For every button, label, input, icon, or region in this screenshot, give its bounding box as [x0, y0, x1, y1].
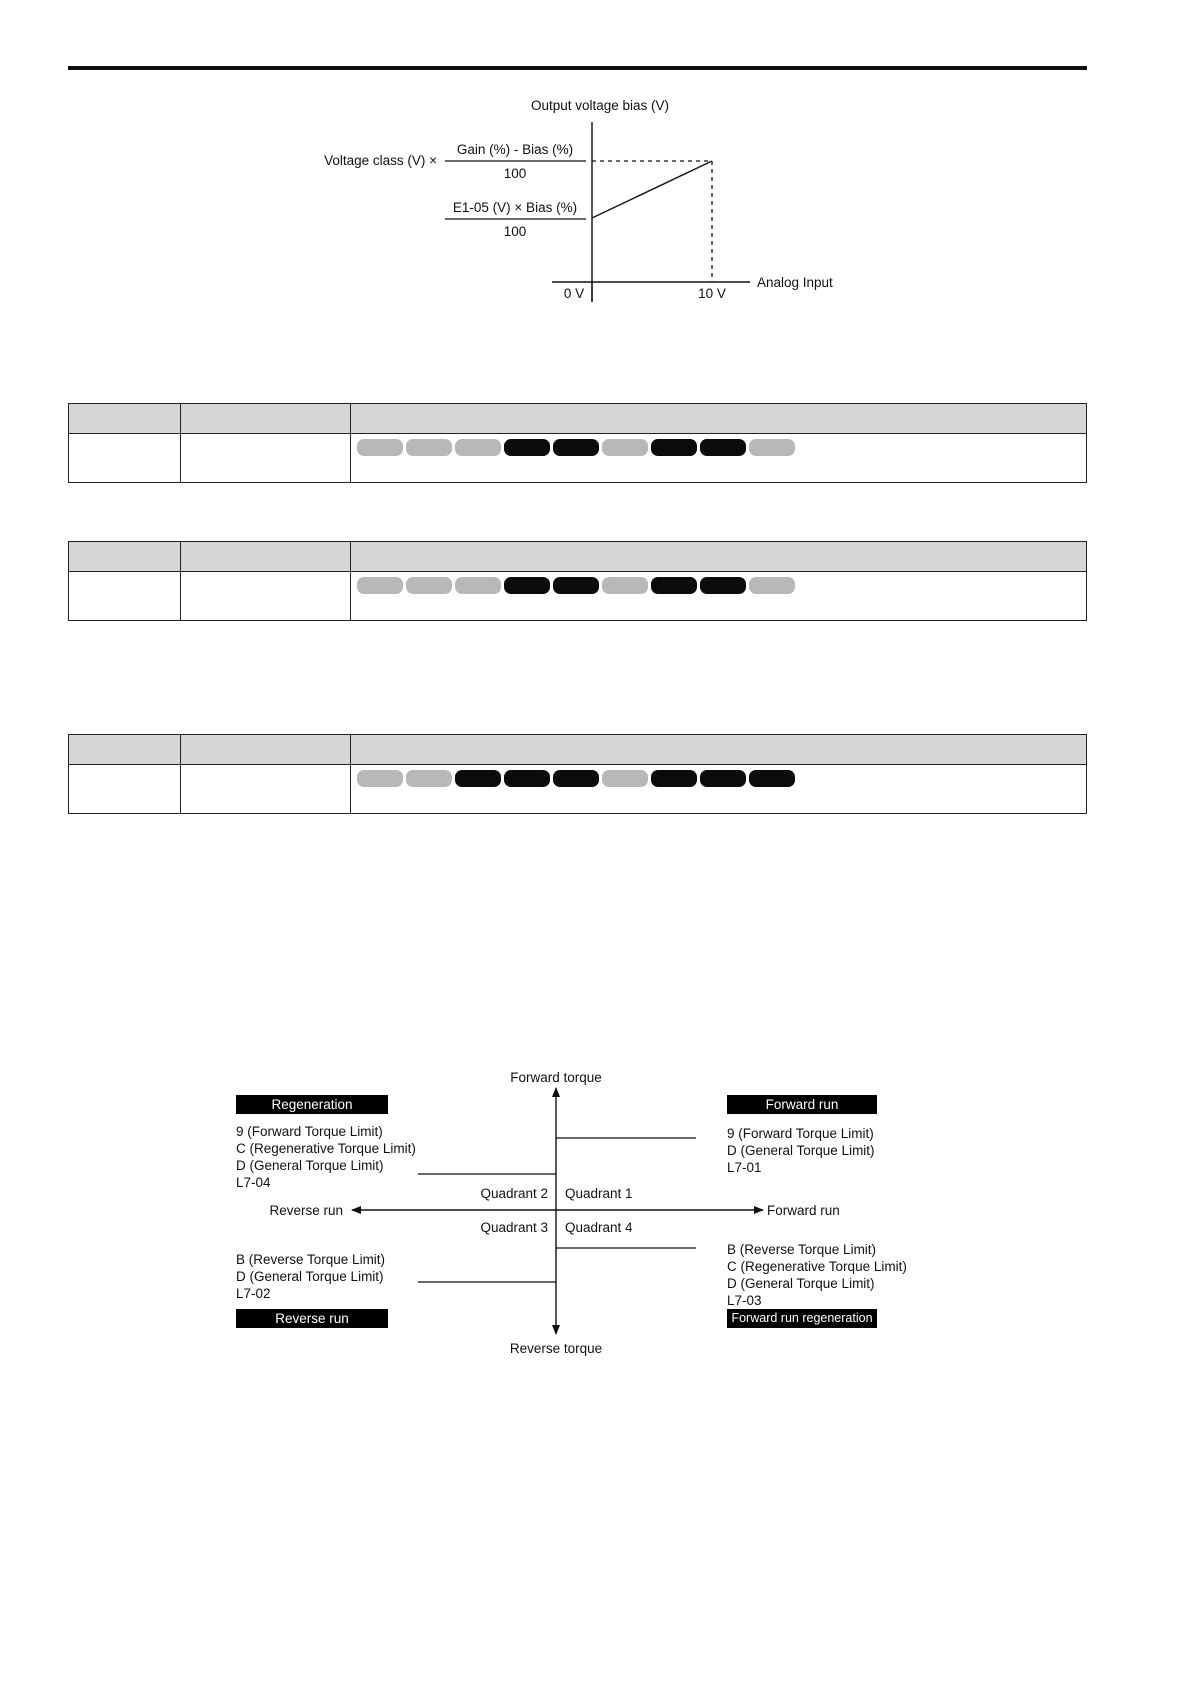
forward-run-label: Forward run [767, 1203, 840, 1218]
header-cell-name [181, 404, 351, 434]
header-cell-no [69, 404, 181, 434]
control-mode-pill-off [357, 439, 403, 456]
control-mode-pill-on [651, 577, 697, 594]
header-cell-description [351, 735, 1087, 765]
control-mode-pill-on [504, 770, 550, 787]
header-cell-description [351, 404, 1087, 434]
x-start-label: 0 V [563, 286, 585, 301]
quadrant-4-label: Quadrant 4 [565, 1220, 633, 1235]
reverse-run-box: Reverse run [236, 1309, 388, 1328]
control-mode-pill-off [455, 577, 501, 594]
reverse-torque-label: Reverse torque [509, 1341, 603, 1356]
control-mode-pill-off [357, 770, 403, 787]
control-mode-pill-on [553, 439, 599, 456]
x-axis-label: Analog Input [757, 275, 833, 290]
cell-description [351, 765, 1087, 814]
quadrant-2-label: Quadrant 2 [480, 1186, 548, 1201]
fraction-top-numerator: Gain (%) - Bias (%) [456, 142, 574, 157]
reverse-run-label: Reverse run [269, 1203, 343, 1218]
q2-line-2: C (Regenerative Torque Limit) [236, 1141, 416, 1156]
q3-line-1: B (Reverse Torque Limit) [236, 1252, 386, 1267]
table-body-row [69, 572, 1087, 621]
q2-line-1: 9 (Forward Torque Limit) [236, 1124, 383, 1139]
control-mode-pill-on [749, 770, 795, 787]
header-cell-no [69, 735, 181, 765]
q2-line-3: D (General Torque Limit) [236, 1158, 384, 1173]
regeneration-box: Regeneration [236, 1095, 388, 1114]
cell-no [69, 765, 181, 814]
parameter-table-1 [68, 403, 1087, 483]
control-mode-pills [351, 765, 1086, 787]
control-mode-pills [351, 572, 1086, 594]
cell-no [69, 572, 181, 621]
table-header-row [69, 542, 1087, 572]
fraction-bottom-denominator: 100 [503, 224, 527, 239]
cell-no [69, 434, 181, 483]
parameter-table-2 [68, 541, 1087, 621]
control-mode-pill-off [357, 577, 403, 594]
header-cell-no [69, 542, 181, 572]
control-mode-pill-on [651, 770, 697, 787]
control-mode-pill-on [553, 770, 599, 787]
cell-name [181, 572, 351, 621]
forward-torque-label: Forward torque [510, 1070, 602, 1085]
control-mode-pill-off [602, 439, 648, 456]
q1-line-3: L7-01 [727, 1160, 762, 1175]
q2-line-4: L7-04 [236, 1175, 271, 1190]
q1-line-1: 9 (Forward Torque Limit) [727, 1126, 874, 1141]
control-mode-pill-on [504, 577, 550, 594]
header-cell-name [181, 542, 351, 572]
quadrant-3-label: Quadrant 3 [480, 1220, 548, 1235]
q1-line-2: D (General Torque Limit) [727, 1143, 875, 1158]
bias-line [592, 161, 712, 218]
header-cell-name [181, 735, 351, 765]
table-header-row [69, 404, 1087, 434]
control-mode-pill-off [406, 770, 452, 787]
q4-line-1: B (Reverse Torque Limit) [727, 1242, 877, 1257]
forward-run-regeneration-box: Forward run regeneration [727, 1309, 877, 1328]
control-mode-pill-off [406, 577, 452, 594]
control-mode-pill-off [749, 439, 795, 456]
cell-description [351, 572, 1087, 621]
control-mode-pill-on [553, 577, 599, 594]
q4-line-2: C (Regenerative Torque Limit) [727, 1259, 907, 1274]
table-header-row [69, 735, 1087, 765]
fraction-bottom-numerator: E1-05 (V) × Bias (%) [452, 200, 578, 215]
cell-description [351, 434, 1087, 483]
table-body-row [69, 765, 1087, 814]
control-mode-pill-on [455, 770, 501, 787]
control-mode-pill-on [700, 770, 746, 787]
parameter-table-3 [68, 734, 1087, 814]
voltage-class-label: Voltage class (V) × [324, 153, 437, 168]
q4-line-4: L7-03 [727, 1293, 762, 1308]
control-mode-pill-on [700, 439, 746, 456]
y-axis-label: Output voltage bias (V) [530, 98, 670, 113]
x-end-label: 10 V [698, 286, 726, 301]
header-cell-description [351, 542, 1087, 572]
fraction-top-denominator: 100 [503, 166, 527, 181]
control-mode-pill-on [651, 439, 697, 456]
bias-figure [0, 0, 1191, 320]
control-mode-pill-off [749, 577, 795, 594]
forward-run-box: Forward run [727, 1095, 877, 1114]
control-mode-pills [351, 434, 1086, 456]
q3-line-2: D (General Torque Limit) [236, 1269, 384, 1284]
q3-line-3: L7-02 [236, 1286, 271, 1301]
control-mode-pill-on [700, 577, 746, 594]
control-mode-pill-on [504, 439, 550, 456]
control-mode-pill-off [602, 577, 648, 594]
quadrant-1-label: Quadrant 1 [565, 1186, 633, 1201]
q4-line-3: D (General Torque Limit) [727, 1276, 875, 1291]
cell-name [181, 765, 351, 814]
control-mode-pill-off [455, 439, 501, 456]
cell-name [181, 434, 351, 483]
control-mode-pill-off [602, 770, 648, 787]
table-body-row [69, 434, 1087, 483]
control-mode-pill-off [406, 439, 452, 456]
